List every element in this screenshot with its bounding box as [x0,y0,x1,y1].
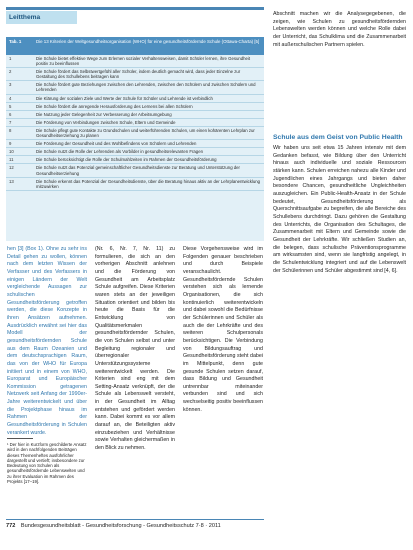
row-text: Die Schule berücksichtigt die Rolle der Schulmahlzeiten im Rahmen der Gesundheitsförderung [36,157,217,163]
header-rule [6,7,264,10]
row-number: 6 [9,111,12,117]
row-number: 4 [9,95,12,101]
table-row [6,178,264,191]
row-text: Die Schule bietet effektive Wege zum Erlernen sozialer Verhaltensweisen, damit Schüler lernen, ihre Gesundheit positiv zu beeinflussen [36,56,251,67]
row-number: 2 [9,69,12,75]
table-row [6,164,264,177]
row-number: 12 [9,165,14,171]
table-row [6,55,264,68]
row-text: Die Schule fördert die anregende Herausforderung des Lernens bei allen Schülern [36,103,193,109]
row-text: Die Nutzung jeder Gelegenheit zur Verbesserung der Arbeitsumgebung [36,111,172,117]
table-title-bar [6,37,264,55]
row-text: Die Schule nutzt das Potenzial gemeinschaftlicher Gesundheitsdienste zur Beratung und Unterstützung der Gesundheitserziehung [36,165,240,176]
table-row [6,119,264,127]
table-row [6,148,264,156]
row-number: 3 [9,82,12,88]
column-4 [273,134,406,275]
row-number: 11 [9,157,14,163]
row-text: Die Förderung der Gesundheit und des Wohlbefindens von Schülern und Lehrenden [36,141,197,147]
table-body [6,55,264,191]
row-number: 13 [9,178,14,184]
column-4-intro: Abschnitt machen wir die Analysegegebenen, die zeigen, wie Schulen zu gesundheitsfördernden Lebenswelten werden können und welche Rolle dabei der Unterricht, das Schulklima und die Zusammenarbeit mit außerschulischen Partnern spielen. [273,11,406,48]
table-row [6,111,264,119]
table-row [6,68,264,81]
footnote: ¹ Der hier in Kurzform geschilderte Ansatz wird in den nachfolgenden Beiträgen dieses Themenheftes ausführlicher dargestellt und vertieft; insbesondere zur Bedeutung von Schulen als gesundheitsfördernde Lebenswelten und zu ihrer Evaluation im Rahmen des Projekts [17–19]. [7,442,87,485]
table-title: Die 13 Kriterien der Weltgesundheitsorganisation (WHO) für eine gesundheitsfördernde Schule (Ottawa-Charta) [5] [36,39,260,44]
row-number: 7 [9,119,12,125]
table-row [6,140,264,148]
row-text: Die Schule pflegt gute Kontakte zu Grundschulen und weiterführenden Schulen, um einen kohärenten Lehrplan zur Gesundheitserziehung zu planen [36,127,255,139]
row-text: Die Schule fördert gute Beziehungen zwischen den Lehrenden, zwischen den Schülern und zwischen Schülern und Lehrenden [36,82,256,93]
column-2-text: (Nr. 6, Nr. 7, Nr. 11) zu formulieren, die sich an den vorherigen Abschnitt anlehnen und die Förderung von Gesundheit am Arbeitsplatz Schule aufgreifen. Diese Kriterien waren stets an der jeweiligen Situation orientiert und bilden bis heute die Basis für die Entwicklung von Qualitätsmerkmalen gesundheitsfördernder Schulen, die von Schulen selbst und unter Begleitung regionaler und überregionaler Unterstützungssysteme weiterentwickelt werden. Die Kriterien sind eng mit dem Setting-Ansatz verknüpft, der die Schule als Lebenswelt versteht, in der Gesundheit im Alltag entstehen und gefördert werden kann. Dabei kommt es vor allem darauf an, die Beteiligten aktiv einzubeziehen und Verhältnisse sowie Verhalten gleichermaßen in den Blick zu nehmen. [95,246,175,452]
footer-rule [6,519,264,520]
row-text: Die Klärung der sozialen Ziele und Werte der Schule für Schüler und Lehrende ist verbindlich [36,95,213,101]
column-3 [183,246,263,414]
column-1-text [7,246,87,437]
row-number: 8 [9,127,12,133]
section-heading: Schule aus dem Geist von Public Health [273,134,403,141]
page-number: 772 [6,523,16,529]
row-number: 10 [9,149,14,155]
row-text: Die Schule nutzt die Rolle der Lehrenden als Vorbilder in gesundheitsrelevanten Fragen [36,149,203,155]
journal-citation: Bundesgesundheitsblatt - Gesundheitsforschung - Gesundheitsschutz 7·8 · 2011 [20,523,221,529]
table-row [6,156,264,164]
row-number: 5 [9,103,12,109]
page-footer [6,521,406,531]
row-number: 1 [9,56,12,61]
section-tag: Leitthema [6,11,77,24]
column-2 [95,246,175,453]
criteria-table [6,37,264,241]
row-number: 9 [9,141,12,147]
column-4-top [273,11,406,49]
table-label: Tab. 1 [9,39,22,44]
table-row [6,103,264,111]
column-1 [7,246,87,437]
column-1-body: hen [3] (Box 1). Ohne zu sehr ins Detail gehen zu wollen, können nach dem letzten Wissen der Verfasser und des Verfassers in einigen Ländern der Welt vergleichende Aussagen zur schulischen Gesundheitsförderung getroffen werden, die diese Konzepte in ihren Ansätzen aufnehmen. Ausdrücklich erwähnt sei hier das Modell der gesundheitsfördernden Schule aus dem Raum Ozeanien und dem deutschsprachigen Raum, das von der WHO für Europa initiiert und in einem von WHO, Europarat und Europäischer Kommission getragenen Netzwerk seit Anfang der 1990er-Jahre weiterentwickelt und über die Projektphase hinaus im Rahmen der Gesundheitsförderung in Schulen verankert wurde. [7,246,87,436]
row-text: Die Schule fördert das Selbstwertgefühl aller Schüler, indem deutlich gemacht wird, dass jeder Einzelne zur Gestaltung des Schullebens beitragen kann [36,69,241,80]
column-4-text: Wir haben uns seit etwa 15 Jahren intensiv mit dem Gedanken befasst, wie Bildung über den Unterricht hinaus auch individuelle und soziale Ressourcen stärken kann. Schulen erreichen nahezu alle Kinder und Jugendlichen eines Jahrgangs und bieten daher besondere Chancen, gesundheitliche Ungleichheiten auszugleichen. Ein Public-Health-Ansatz in der Schule bedeutet, Gesundheitsförderung als Querschnittsaufgabe zu begreifen, die alle Bereiche des Schullebens durchdringt. Dazu gehören die Gestaltung des Unterrichts, die Organisation des Schultages, die Zusammenarbeit mit Eltern und Gemeinde sowie die Gesundheit der Lehrkräfte. Wir schließen Studien an, die belegen, dass schulische Präventionsprogramme am wirksamsten sind, wenn sie langfristig angelegt, in die Schulentwicklung integriert und auf die Lebenswelt der Schülerinnen und Schüler abgestimmt sind [4, 6]. [273,145,406,274]
table-row [6,127,264,140]
table-row [6,81,264,94]
column-3-text: Diese Vorgehensweise wird im Folgenden genauer beschrieben und durch Beispiele veranschaulicht. Gesundheitsfördernde Schulen verstehen sich als lernende Organisationen, die sich kontinuierlich weiterentwickeln und dabei sowohl die Bedürfnisse der Schülerinnen und Schüler als auch die der Lehrkräfte und des weiteren Schulpersonals berücksichtigen. Die Verbindung von Bildungsauftrag und Gesundheitsförderung steht dabei im Mittelpunkt, denn gute gesunde Schulen setzen darauf, dass Bildung und Gesundheit untrennbar miteinander verbunden sind und sich wechselseitig positiv beeinflussen können. [183,246,263,413]
footnote-rule [7,438,33,439]
table-row [6,95,264,103]
row-text: Die Schule erkennt das Potenzial der Gesundheitsdienste, über die Beratung hinaus aktiv an der Lehrplanentwicklung mitzuwirken [36,178,261,189]
row-text: Die Förderung von Verbindungen zwischen Schule, Eltern und Gemeinde [36,119,176,125]
